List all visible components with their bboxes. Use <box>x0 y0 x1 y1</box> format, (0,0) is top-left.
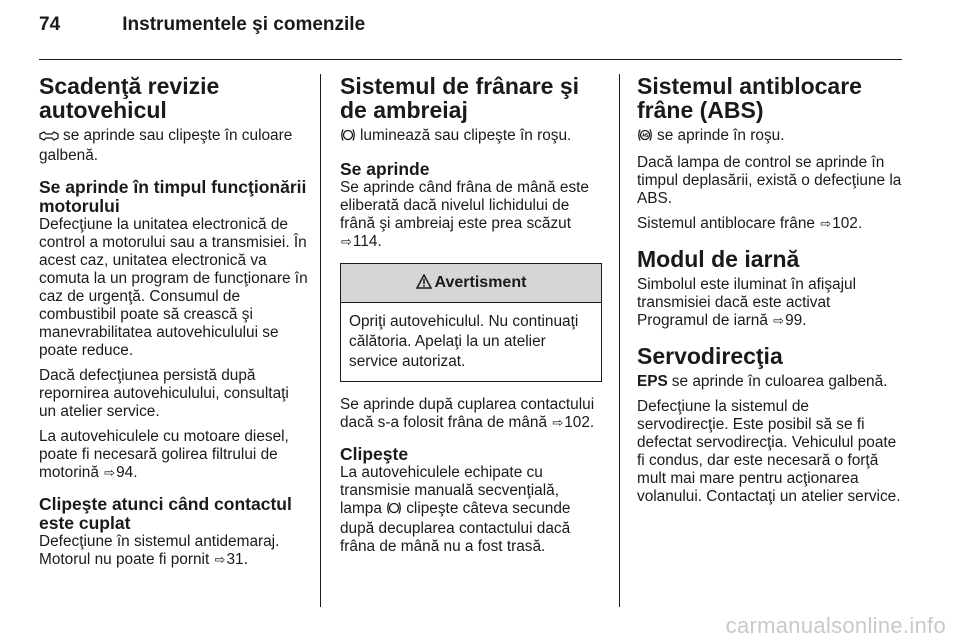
paragraph: luminează sau clipeşte în roşu. <box>340 127 602 147</box>
subheading-running: Se aprinde în timpul funcţionării motorului <box>39 177 307 216</box>
reference-arrow-icon: ⇨ <box>820 216 832 231</box>
paragraph: Defecţiune la sistemul de servodirecţie. Este posibil să se fi defectat servodirecţia. Vehiculul poate fi condus, dar este necesară o forţă mult mai mare pentru acţionarea volanului. Contactaţi un atelier service. <box>637 398 901 505</box>
paragraph: Sistemul antiblocare frâne ⇨102. <box>637 215 863 232</box>
column-divider <box>619 74 620 607</box>
section-heading-brake: Sistemul de frânare şi de ambreiaj <box>340 73 580 123</box>
paragraph: Se aprinde când frâna de mână este eliberată dacă nivelul lichidului de frână şi ambreiaj este prea scăzut ⇨114. <box>340 179 589 250</box>
paragraph: Dacă defecţiunea persistă după repornirea autovehiculului, consultaţi un atelier service. <box>39 367 289 420</box>
wrench-icon <box>39 129 59 147</box>
column-3 <box>637 74 902 513</box>
column-1 <box>39 74 309 576</box>
paragraph: La autovehiculele cu motoare diesel, poate fi necesară golirea filtrului de motorină ⇨94. <box>39 428 289 481</box>
chapter-title: Instrumentele şi comenzile <box>122 14 366 35</box>
header-rule <box>39 59 902 60</box>
subheading-flashes: Clipeşte <box>340 444 409 464</box>
subheading-ignition: Clipeşte atunci când contactul este cuplat <box>39 494 292 533</box>
section-heading-steering: Servodirecţia <box>637 343 783 369</box>
paragraph: se aprinde în roşu. <box>637 127 902 147</box>
section-heading-winter: Modul de iarnă <box>637 246 800 272</box>
warning-triangle-icon <box>416 266 432 304</box>
abs-icon <box>637 128 653 147</box>
reference-arrow-icon: ⇨ <box>104 465 116 480</box>
column-2 <box>340 74 602 563</box>
reference-arrow-icon: ⇨ <box>214 552 226 567</box>
page-number: 74 <box>39 14 61 35</box>
paragraph: Dacă lampa de control se aprinde în timpul deplasării, există o defecţiune la ABS. <box>637 154 902 207</box>
reference-arrow-icon: ⇨ <box>773 313 785 328</box>
paragraph: La autovehiculele echipate cu transmisie manuală secvenţială, lampa clipeşte câteva secunde după decuplarea contactului dacă frâna de mână nu a fost trasă. <box>340 464 571 555</box>
watermark: carmanualsonline.info <box>725 613 946 638</box>
paragraph: Simbolul este iluminat în afişajul transmisiei dacă este activat Programul de iarnă ⇨99. <box>637 276 856 329</box>
brake-warning-icon <box>340 128 356 147</box>
paragraph: Defecţiune în sistemul antidemaraj. Motorul nu poate fi pornit ⇨31. <box>39 533 280 568</box>
page-header <box>39 14 365 36</box>
paragraph: Se aprinde după cuplarea contactului dacă s-a folosit frâna de mână ⇨102. <box>340 396 595 431</box>
paragraph: se aprinde sau clipeşte în culoare galbenă. <box>39 127 293 164</box>
reference-arrow-icon: ⇨ <box>341 234 352 249</box>
warning-header: Avertisment <box>341 264 601 303</box>
section-heading-service: Scadenţă revizie autovehicul <box>39 73 220 123</box>
column-divider <box>320 74 321 607</box>
reference-arrow-icon: ⇨ <box>552 415 564 430</box>
paragraph: EPS se aprinde în culoarea galbenă. <box>637 373 888 390</box>
eps-label: EPS <box>637 373 668 390</box>
subheading-lights: Se aprinde <box>340 159 430 179</box>
brake-warning-icon <box>386 501 402 520</box>
paragraph: Defecţiune la unitatea electronică de control a motorului sau a transmisiei. În acest caz, unitatea electronică va comuta la un program de funcţionare în caz de urgenţă. Consumul de combustibil poate să crească şi manevrabilitatea autovehiculului se poate reduce. <box>39 216 308 359</box>
section-heading-abs: Sistemul antiblocare frâne (ABS) <box>637 73 862 123</box>
warning-text: Opriţi autovehiculul. Nu continuaţi călătoria. Apelaţi la un atelier service autorizat. <box>349 313 579 370</box>
warning-box <box>340 263 602 382</box>
